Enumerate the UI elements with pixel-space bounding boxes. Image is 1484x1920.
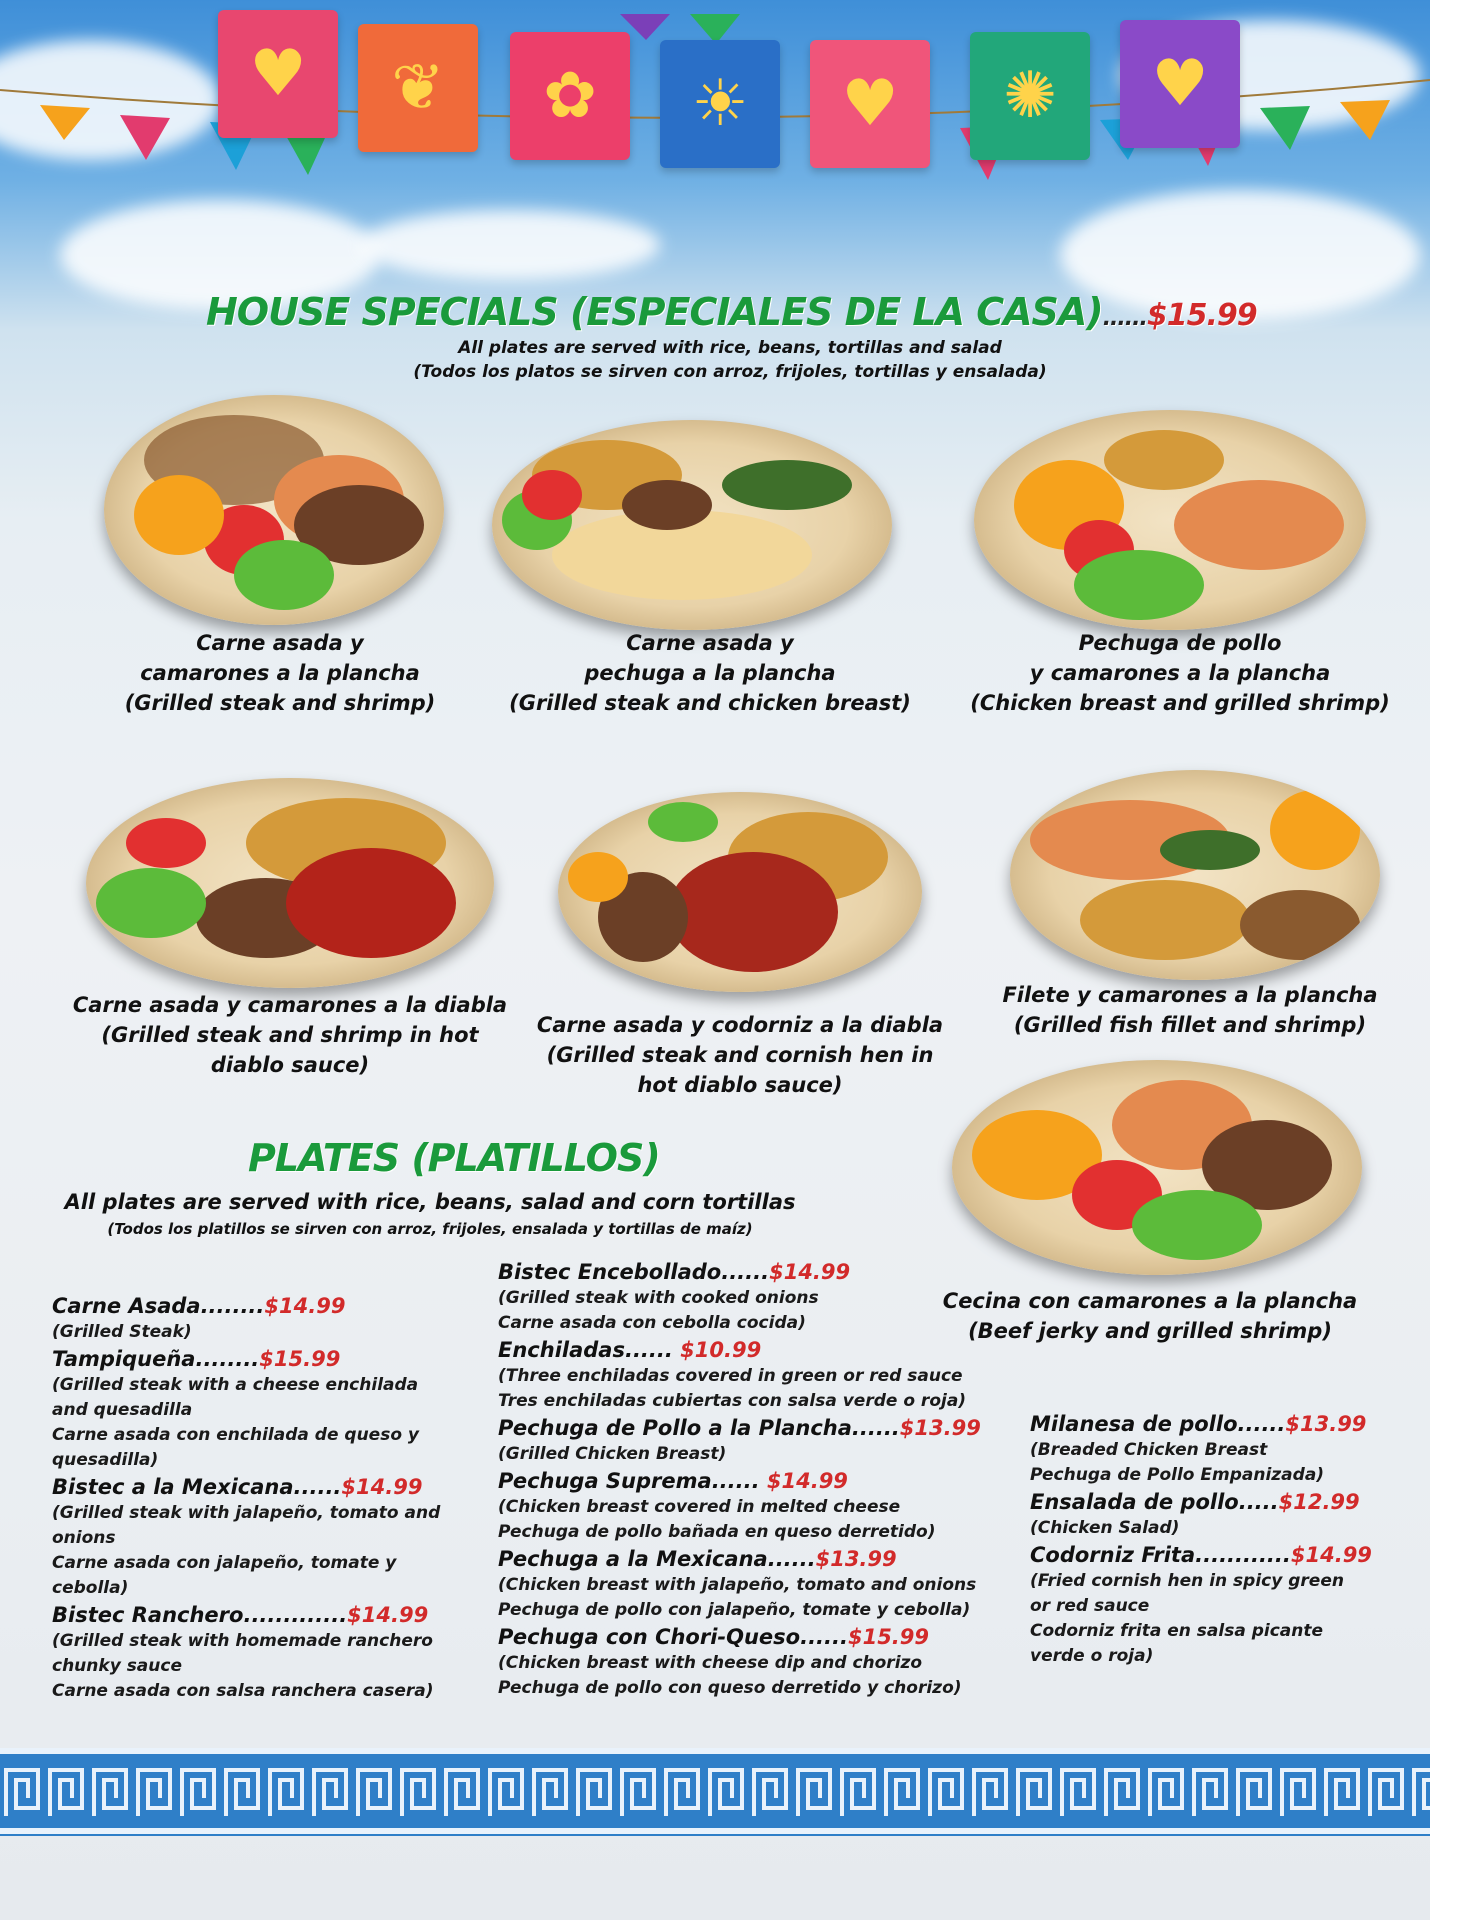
dish-caption: Carne asada y camarones a la plancha (Grilled steak and shrimp)	[124, 631, 436, 715]
dish-caption: Filete y camarones a la plancha (Grilled fish fillet and shrimp)	[1002, 983, 1378, 1037]
cloud	[360, 210, 660, 280]
menu-item: Carne Asada........$14.99 (Grilled Steak)	[52, 1294, 346, 1342]
menu-item: Bistec Encebollado......$14.99 (Grilled steak with cooked onions Carne asada con cebolla cocida)	[498, 1260, 851, 1333]
flag-sunflower-icon: ✺	[970, 32, 1090, 160]
dish-caption: Carne asada y codorniz a la diabla (Grilled steak and cornish hen in hot diablo sauce)	[536, 1013, 944, 1097]
menu-item: Milanesa de pollo......$13.99 (Breaded Chicken Breast Pechuga de Pollo Empanizada)	[1030, 1412, 1367, 1485]
menu-item: Bistec a la Mexicana......$14.99 (Grilled steak with jalapeño, tomato and onions Carne asada con jalapeño, tomate y cebolla)	[52, 1475, 441, 1598]
flag-flower-icon: ✿	[510, 32, 630, 160]
greek-key-border	[0, 1748, 1430, 1836]
dish-caption: Carne asada y camarones a la diabla (Grilled steak and shrimp in hot diablo sauce)	[72, 993, 508, 1077]
dish-caption: Cecina con camarones a la plancha (Beef jerky and grilled shrimp)	[942, 1289, 1358, 1343]
menu-item: Pechuga con Chori-Queso......$15.99 (Chicken breast with cheese dip and chorizo Pechuga de pollo con queso derretido y chorizo)	[498, 1625, 962, 1698]
flag-sun-icon: ☀	[660, 40, 780, 168]
flag-heart-icon: ♥	[1120, 20, 1240, 148]
house-specials-title: HOUSE SPECIALS (ESPECIALES DE LA CASA)......$15.99	[206, 290, 1257, 334]
greek-key-pattern	[0, 1748, 1430, 1836]
dish-caption: Carne asada y pechuga a la plancha (Grilled steak and chicken breast)	[509, 631, 911, 715]
menu-item: Enchiladas...... $10.99 (Three enchiladas covered in green or red sauce Tres enchiladas cubiertas con salsa verde o roja)	[498, 1338, 967, 1411]
dish-photo	[952, 1060, 1362, 1275]
menu-item: Pechuga Suprema...... $14.99 (Chicken breast covered in melted cheese Pechuga de pollo bañada en queso derretido)	[498, 1469, 936, 1542]
menu-item: Tampiqueña........$15.99 (Grilled steak with a cheese enchilada and quesadilla Carne asada con enchilada de queso y quesadilla)	[52, 1347, 419, 1470]
menu-item: Ensalada de pollo.....$12.99 (Chicken Salad)	[1030, 1490, 1360, 1538]
plates-column-3	[1030, 1410, 1410, 1669]
plates-column-1	[52, 1292, 482, 1704]
dish-photo	[104, 395, 444, 625]
menu-item: Pechuga de Pollo a la Plancha......$13.99 (Grilled Chicken Breast)	[498, 1416, 981, 1464]
dish-photo	[86, 778, 494, 988]
dish-photo	[558, 792, 922, 992]
house-specials-subtitle-es: (Todos los platos se sirven con arroz, frijoles, tortillas y ensalada)	[413, 362, 1047, 382]
papel-picado-banner	[0, 10, 1430, 150]
flag-heart-icon: ♥	[810, 40, 930, 168]
dish-photo	[492, 420, 892, 630]
dish-photo	[974, 410, 1366, 630]
flag-heart-icon: ♥	[218, 10, 338, 138]
dish-photo	[1010, 770, 1380, 980]
menu-item: Codorniz Frita............$14.99 (Fried cornish hen in spicy green or red sauce Codorniz frita en salsa picante verde o roja)	[1030, 1543, 1372, 1666]
plates-subtitle-en: All plates are served with rice, beans, salad and corn tortillas	[64, 1190, 796, 1214]
menu-item: Bistec Ranchero.............$14.99 (Grilled steak with homemade ranchero chunky sauce Carne asada con salsa ranchera casera)	[52, 1603, 434, 1701]
plates-subtitle-es: (Todos los platillos se sirven con arroz, frijoles, ensalada y tortillas de maíz)	[107, 1220, 753, 1238]
house-specials-subtitle-en: All plates are served with rice, beans, tortillas and salad	[458, 338, 1002, 358]
dish-caption: Pechuga de pollo y camarones a la plancha (Chicken breast and grilled shrimp)	[970, 631, 1390, 715]
menu-item: Pechuga a la Mexicana......$13.99 (Chicken breast with jalapeño, tomato and onions Pechuga de pollo con jalapeño, tomate y cebolla)	[498, 1547, 977, 1620]
plates-title: PLATES (PLATILLOS)	[248, 1136, 660, 1180]
flag-leaf-icon: ❦	[358, 24, 478, 152]
plates-column-2	[498, 1258, 1018, 1701]
